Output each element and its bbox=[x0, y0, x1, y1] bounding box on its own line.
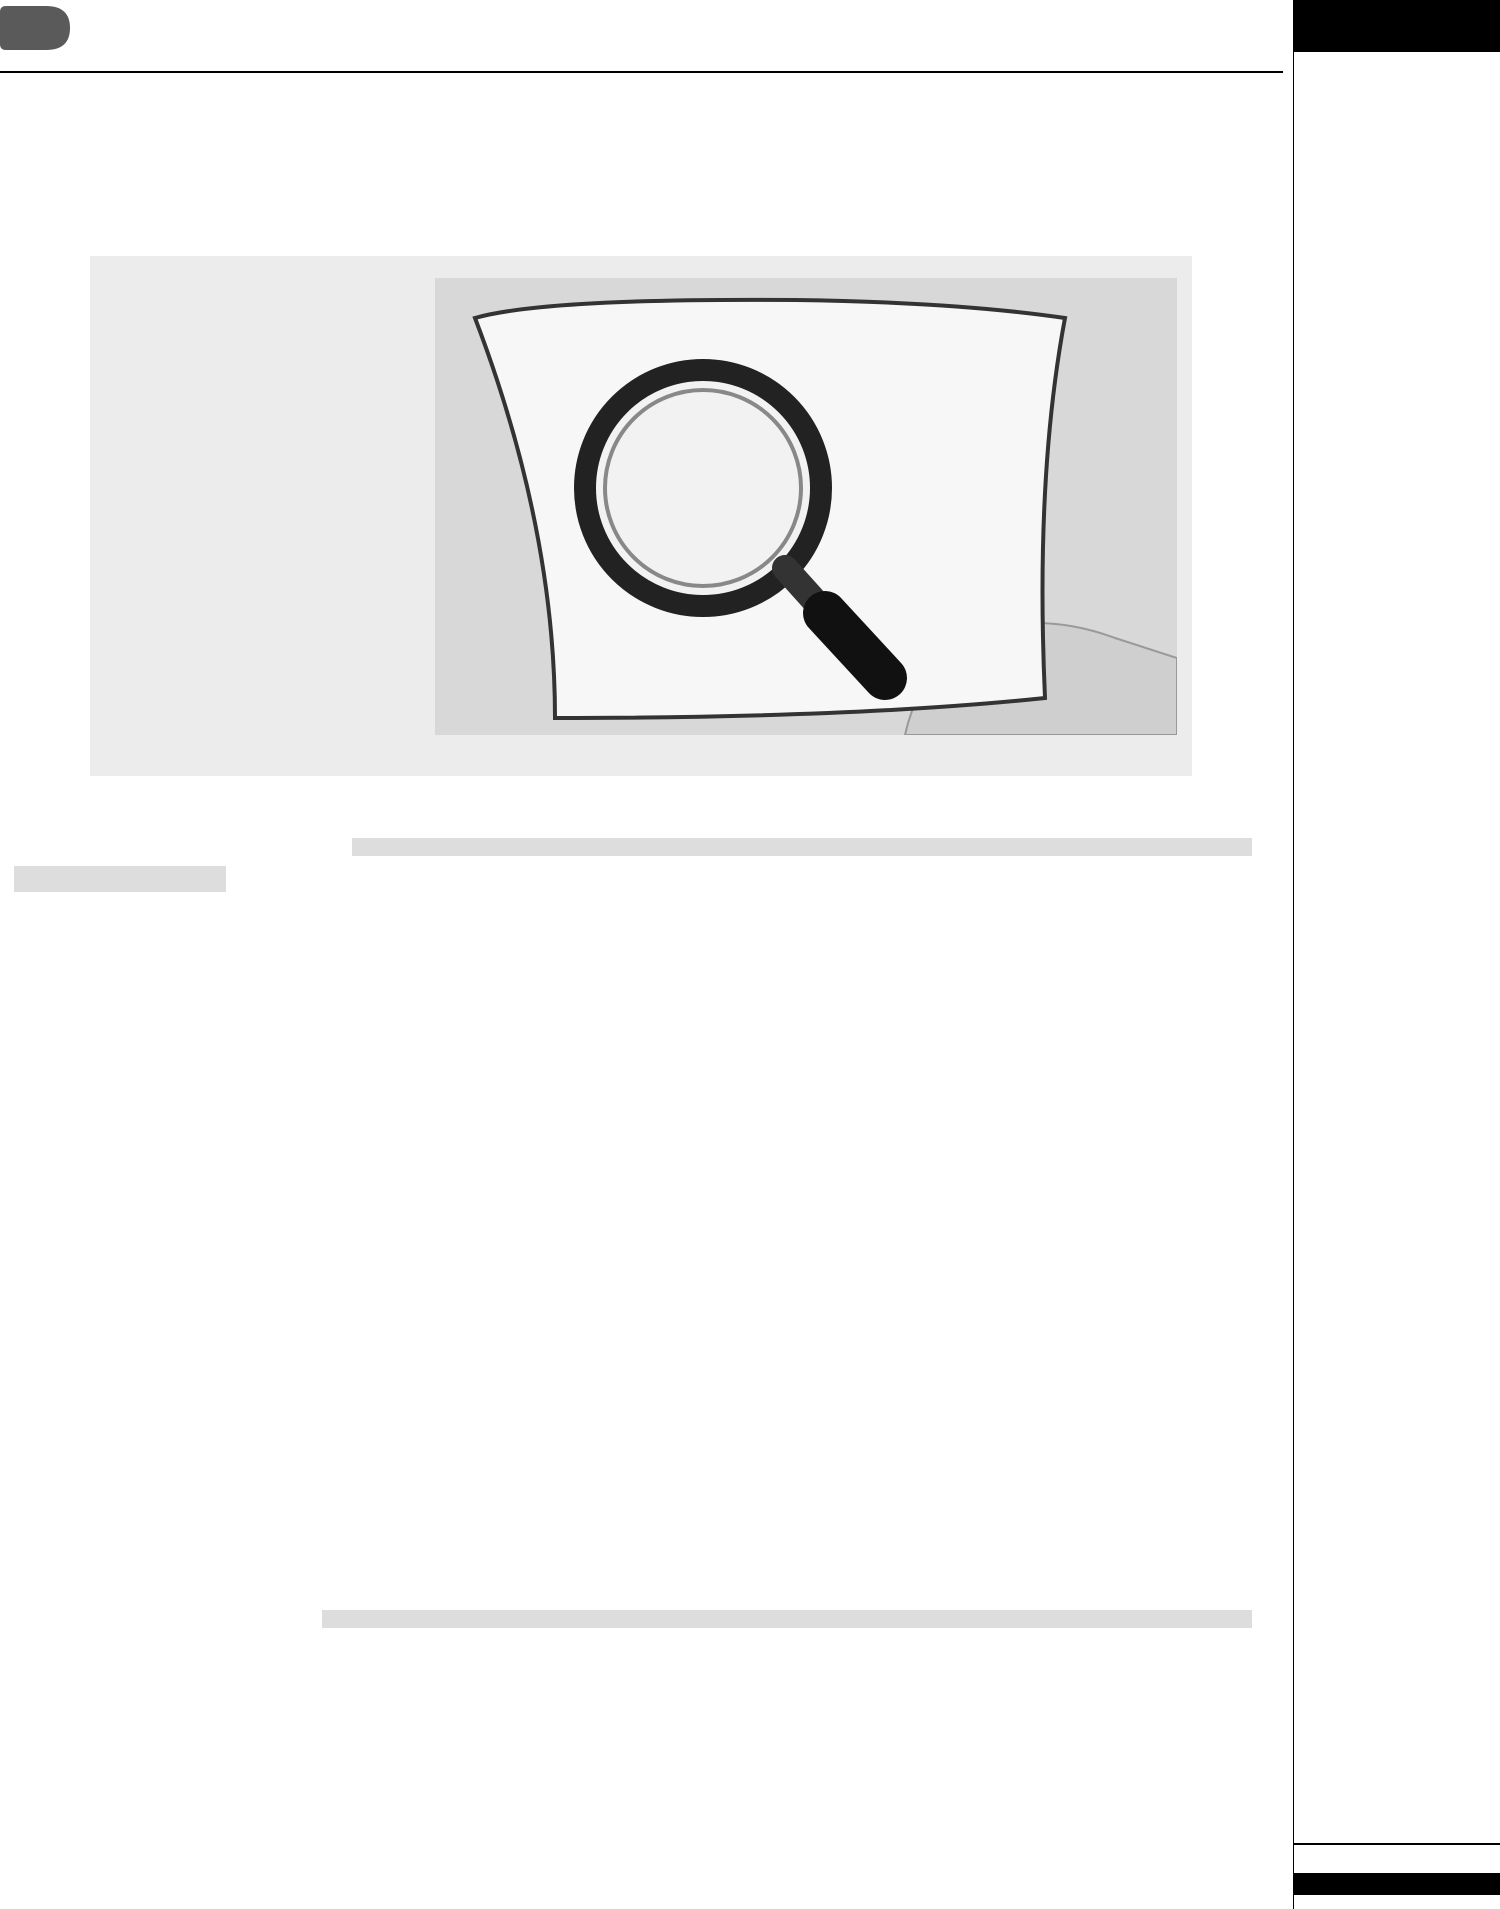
ads-section-header-notice bbox=[1294, 39, 1500, 52]
subhead-bar bbox=[14, 866, 226, 892]
photo-illustration bbox=[435, 278, 1177, 735]
ads-footer bbox=[1293, 1843, 1500, 1909]
article-column-2 bbox=[320, 874, 620, 1584]
article-column-2-lower bbox=[320, 1660, 620, 1906]
article-column-3 bbox=[640, 874, 950, 1584]
classified-ads-column bbox=[1293, 0, 1500, 1909]
ads-footer-mobile[interactable] bbox=[1294, 1873, 1500, 1895]
article-column-4 bbox=[977, 874, 1277, 1584]
ads-section-header-dereg bbox=[1294, 13, 1500, 26]
article-column-4-lower bbox=[977, 1660, 1277, 1880]
article-column-3-lower bbox=[640, 1660, 950, 1906]
subhead-bar bbox=[322, 1610, 1252, 1628]
ads-section-header-lost bbox=[1294, 0, 1500, 13]
subhead-bar bbox=[352, 838, 1252, 856]
ads-footer-contact bbox=[1294, 1843, 1500, 1873]
page-number-tab bbox=[0, 6, 70, 50]
article-column-1 bbox=[14, 926, 276, 1906]
header-rule bbox=[0, 71, 1283, 73]
ads-section-header-capital bbox=[1294, 26, 1500, 39]
photo bbox=[435, 278, 1177, 735]
